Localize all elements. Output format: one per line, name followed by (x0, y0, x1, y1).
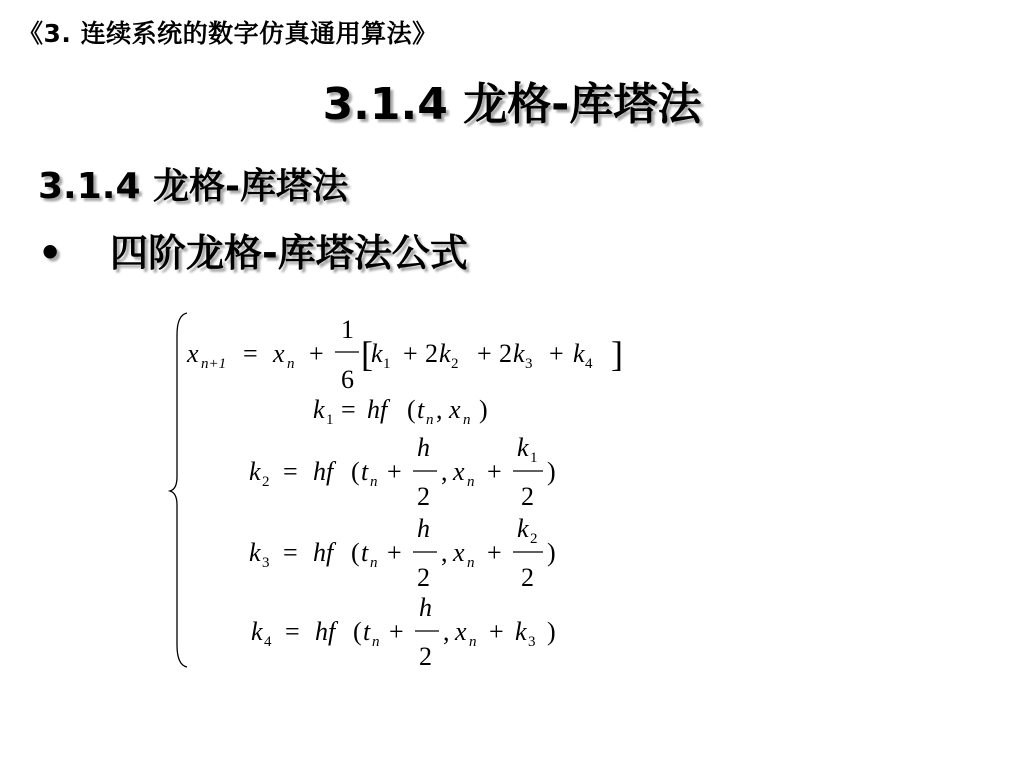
svg-text:k: k (249, 457, 261, 486)
svg-text:2: 2 (499, 339, 512, 368)
svg-text:+: + (487, 457, 502, 486)
svg-text:n: n (287, 356, 295, 372)
svg-text:+: + (387, 457, 402, 486)
svg-text:1: 1 (341, 315, 354, 344)
svg-text:1: 1 (530, 450, 538, 466)
svg-text:,: , (443, 617, 450, 646)
svg-text:+: + (389, 617, 404, 646)
svg-text:n: n (370, 555, 378, 571)
svg-text:3: 3 (528, 634, 536, 650)
svg-text:2: 2 (425, 339, 438, 368)
svg-text:k: k (249, 538, 261, 567)
svg-text:=: = (285, 617, 300, 646)
svg-text:]: ] (611, 334, 623, 374)
svg-text:k: k (517, 433, 529, 462)
svg-text:2: 2 (419, 642, 432, 671)
svg-text:4: 4 (585, 356, 593, 372)
svg-text:+: + (549, 339, 564, 368)
svg-text:hf: hf (367, 395, 388, 424)
svg-text:k: k (515, 617, 527, 646)
svg-text:,: , (441, 538, 448, 567)
svg-text:(: ( (351, 457, 360, 486)
svg-text:n: n (372, 634, 380, 650)
svg-text:hf: hf (313, 538, 334, 567)
svg-text:(: ( (351, 538, 360, 567)
equation-k4 (251, 593, 556, 671)
svg-text:2: 2 (530, 531, 538, 547)
svg-text:): ) (547, 457, 556, 486)
svg-text:n: n (426, 412, 434, 428)
svg-text:=: = (283, 538, 298, 567)
svg-text:t: t (363, 617, 371, 646)
svg-text:hf: hf (313, 457, 334, 486)
slide-title: 3.1.4 龙格-库塔法 (322, 79, 702, 130)
svg-text:2: 2 (521, 563, 534, 592)
svg-text:,: , (441, 457, 448, 486)
svg-text:k: k (371, 339, 383, 368)
equation-k3 (249, 514, 556, 592)
svg-text:=: = (283, 457, 298, 486)
svg-text:6: 6 (341, 365, 354, 394)
svg-text:2: 2 (417, 482, 430, 511)
svg-text:t: t (361, 538, 369, 567)
left-brace (170, 313, 187, 667)
svg-text:(: ( (407, 395, 416, 424)
svg-text:n: n (467, 555, 475, 571)
svg-text:x: x (187, 339, 199, 368)
svg-text:+: + (477, 339, 492, 368)
svg-text:x: x (449, 395, 461, 424)
svg-text:+: + (309, 339, 324, 368)
svg-text:1: 1 (326, 412, 334, 428)
svg-text:h: h (419, 593, 432, 622)
svg-text:x: x (455, 617, 467, 646)
svg-text:=: = (341, 395, 356, 424)
course-chapter-header: 《3. 连续系统的数字仿真通用算法》 (18, 19, 438, 48)
svg-text:1: 1 (383, 356, 391, 372)
svg-text:k: k (517, 514, 529, 543)
svg-text:hf: hf (315, 617, 336, 646)
svg-text:x: x (453, 457, 465, 486)
bullet-item (38, 222, 468, 277)
svg-text:,: , (436, 395, 443, 424)
svg-text:(: ( (353, 617, 362, 646)
svg-text:n: n (467, 474, 475, 490)
runge-kutta-formula (165, 305, 665, 685)
svg-text:2: 2 (521, 482, 534, 511)
svg-text:=: = (243, 339, 258, 368)
svg-text:x: x (453, 538, 465, 567)
svg-text:k: k (513, 339, 525, 368)
svg-text:h: h (417, 433, 430, 462)
svg-text:+: + (387, 538, 402, 567)
equation-x-update (186, 315, 623, 394)
svg-text:h: h (417, 514, 430, 543)
equation-k2 (249, 433, 556, 511)
svg-text:2: 2 (417, 563, 430, 592)
svg-text:+: + (403, 339, 418, 368)
svg-text:n: n (463, 412, 471, 428)
svg-text:): ) (479, 395, 488, 424)
svg-text:x: x (273, 339, 285, 368)
svg-text:2: 2 (262, 474, 270, 490)
svg-text:t: t (361, 457, 369, 486)
svg-text:k: k (313, 395, 325, 424)
svg-text:n: n (469, 634, 477, 650)
bullet-marker: • (38, 231, 63, 275)
svg-text:k: k (251, 617, 263, 646)
svg-text:3: 3 (262, 555, 270, 571)
svg-text:3: 3 (525, 356, 533, 372)
svg-text:k: k (439, 339, 451, 368)
svg-text:2: 2 (451, 356, 459, 372)
svg-text:k: k (573, 339, 585, 368)
svg-text:+: + (487, 538, 502, 567)
equation-k1 (313, 395, 488, 428)
svg-text:[: [ (361, 334, 373, 374)
svg-text:+: + (489, 617, 504, 646)
bullet-text: 四阶龙格-库塔法公式 (110, 231, 468, 275)
svg-text:): ) (547, 538, 556, 567)
section-heading: 3.1.4 龙格-库塔法 (38, 166, 348, 207)
svg-text:n: n (370, 474, 378, 490)
svg-text:4: 4 (264, 634, 272, 650)
svg-text:n+1: n+1 (201, 356, 227, 372)
svg-text:): ) (547, 617, 556, 646)
svg-text:t: t (417, 395, 425, 424)
